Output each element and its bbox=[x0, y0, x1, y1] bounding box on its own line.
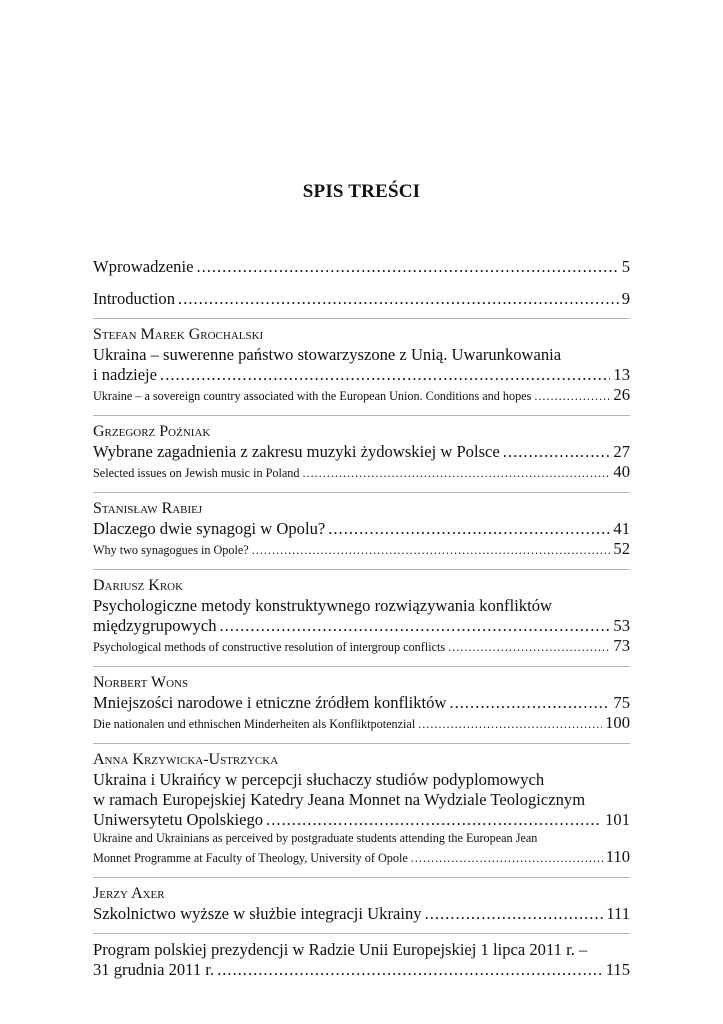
article-title-line: Szkolnictwo wyższe w służbie integracji Ukrainy bbox=[93, 904, 422, 923]
section-divider bbox=[93, 318, 630, 319]
section-divider bbox=[93, 569, 630, 570]
author-name: Jerzy Axer bbox=[93, 885, 165, 902]
program-title-line: 31 grudnia 2011 r. bbox=[93, 960, 215, 979]
dot-leader bbox=[196, 257, 618, 277]
author-name: Anna Krzywicka-Ustrzycka bbox=[93, 751, 279, 768]
translated-title: Die nationalen und ethnischen Minderheiten als Konfliktpotenzial bbox=[93, 717, 416, 731]
page-number: 111 bbox=[606, 904, 630, 923]
toc-entry-article[interactable] bbox=[93, 616, 630, 636]
dot-leader bbox=[217, 960, 603, 980]
translated-title: Psychological methods of constructive resolution of intergroup conflicts bbox=[93, 640, 446, 654]
page-number: 73 bbox=[613, 636, 630, 655]
author-name: Stanisław Rabiej bbox=[93, 500, 203, 517]
article-title-line: i nadzieje bbox=[93, 365, 158, 384]
translated-title-line: Ukraine and Ukrainians as perceived by postgraduate students attending the European Jean bbox=[93, 831, 538, 845]
author-name: Grzegorz Poźniak bbox=[93, 423, 211, 440]
page-number: 101 bbox=[605, 810, 630, 829]
dot-leader bbox=[252, 541, 611, 560]
author-name: Dariusz Krok bbox=[93, 577, 184, 594]
page-number: 115 bbox=[605, 960, 630, 979]
dot-leader bbox=[503, 442, 611, 462]
page-number: 13 bbox=[613, 365, 630, 384]
toc-entry-translation[interactable] bbox=[93, 385, 630, 406]
article-title-line: Wybrane zagadnienia z zakresu muzyki żydowskiej w Polsce bbox=[93, 442, 500, 461]
article-title-line: Dlaczego dwie synagogi w Opolu? bbox=[93, 519, 326, 538]
translated-title: Why two synagogues in Opole? bbox=[93, 543, 249, 557]
toc-entry-wprowadzenie[interactable] bbox=[93, 257, 630, 277]
page-number: 9 bbox=[621, 289, 630, 308]
page-number: 53 bbox=[613, 616, 630, 635]
translated-title: Monnet Programme at Faculty of Theology, University of Opole bbox=[93, 851, 408, 865]
dot-leader bbox=[328, 519, 610, 539]
section-divider bbox=[93, 666, 630, 667]
dot-leader bbox=[411, 849, 603, 868]
section-divider bbox=[93, 933, 630, 934]
article-title-line: Uniwersytetu Opolskiego bbox=[93, 810, 264, 829]
page-title: SPIS TREŚCI bbox=[302, 181, 421, 202]
toc-entry-translation[interactable] bbox=[93, 462, 630, 483]
section-divider bbox=[93, 743, 630, 744]
dot-leader bbox=[534, 387, 610, 406]
toc-entry-article[interactable] bbox=[93, 519, 630, 539]
dot-leader bbox=[449, 693, 610, 713]
toc-entry-translation[interactable] bbox=[93, 847, 630, 868]
toc-entry-article[interactable] bbox=[93, 904, 630, 924]
section-divider bbox=[93, 492, 630, 493]
table-of-contents bbox=[93, 257, 630, 980]
toc-entry-translation[interactable] bbox=[93, 636, 630, 657]
toc-entry-introduction[interactable] bbox=[93, 289, 630, 309]
article-title-line: Mniejszości narodowe i etniczne źródłem konfliktów bbox=[93, 693, 447, 712]
dot-leader bbox=[448, 638, 610, 657]
article-title-line: Ukraina – suwerenne państwo stowarzyszone z Unią. Uwarunkowania bbox=[93, 345, 562, 364]
toc-entry-program[interactable] bbox=[93, 960, 630, 980]
page-number: 40 bbox=[613, 462, 630, 481]
author-name: Norbert Wons bbox=[93, 674, 189, 691]
author-name: Stefan Marek Grochalski bbox=[93, 326, 264, 343]
page-number: 52 bbox=[613, 539, 630, 558]
article-title-line: międzygrupowych bbox=[93, 616, 217, 635]
page-number: 27 bbox=[613, 442, 630, 461]
translated-title: Ukraine – a sovereign country associated with the European Union. Conditions and hopes bbox=[93, 389, 532, 403]
page-number: 5 bbox=[621, 257, 630, 276]
dot-leader bbox=[220, 616, 611, 636]
article-title-line: w ramach Europejskiej Katedry Jeana Monnet na Wydziale Teologicznym bbox=[93, 790, 586, 809]
page-number: 110 bbox=[605, 847, 630, 866]
article-title-line: Psychologiczne metody konstruktywnego rozwiązywania konfliktów bbox=[93, 596, 552, 615]
page-number: 41 bbox=[613, 519, 630, 538]
toc-entry-article[interactable] bbox=[93, 365, 630, 385]
entry-title: Introduction bbox=[93, 289, 176, 308]
translated-title: Selected issues on Jewish music in Poland bbox=[93, 466, 300, 480]
dot-leader bbox=[418, 715, 602, 734]
section-divider bbox=[93, 415, 630, 416]
toc-entry-translation[interactable] bbox=[93, 713, 630, 734]
page-number: 26 bbox=[613, 385, 630, 404]
section-divider bbox=[93, 877, 630, 878]
program-title-line: Program polskiej prezydencji w Radzie Unii Europejskiej 1 lipca 2011 r. – bbox=[93, 940, 588, 959]
page-number: 100 bbox=[605, 713, 630, 732]
page-number: 75 bbox=[613, 693, 630, 712]
toc-entry-article[interactable] bbox=[93, 442, 630, 462]
dot-leader bbox=[178, 289, 619, 309]
toc-entry-translation[interactable] bbox=[93, 539, 630, 560]
toc-entry-article[interactable] bbox=[93, 693, 630, 713]
dot-leader bbox=[303, 464, 611, 483]
article-title-line: Ukraina i Ukraińcy w percepcji słuchaczy studiów podyplomowych bbox=[93, 770, 545, 789]
dot-leader bbox=[425, 904, 604, 924]
dot-leader bbox=[160, 365, 610, 385]
entry-title: Wprowadzenie bbox=[93, 257, 194, 276]
dot-leader bbox=[266, 810, 602, 830]
toc-entry-article[interactable] bbox=[93, 810, 630, 830]
